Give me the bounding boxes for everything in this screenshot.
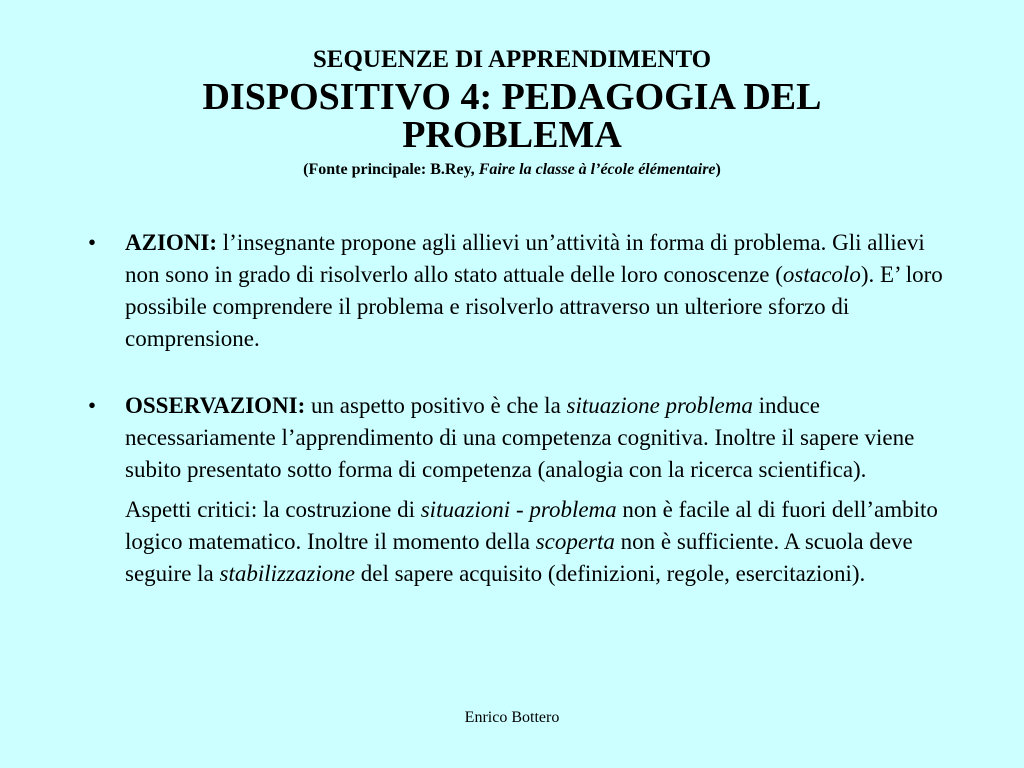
source-open: (: [303, 161, 309, 178]
bullet-label: AZIONI:: [125, 230, 218, 255]
bullet-text: [125, 390, 948, 486]
bullet-text-emphasis: situazione problema: [566, 393, 753, 418]
slide-title: [0, 44, 1024, 182]
title-line-2: [0, 78, 1024, 154]
slide-content: [88, 227, 948, 590]
bullet-text-part: un aspetto positivo è che la: [305, 393, 567, 418]
bullet-item-azioni: [88, 227, 948, 355]
bullet-dot: •: [88, 393, 97, 418]
bullet-text-emphasis: ostacolo: [782, 262, 861, 287]
sub-text-part: Aspetti critici: la costruzione di: [125, 497, 421, 522]
sub-text-emphasis: stabilizzazione: [219, 561, 355, 586]
footer-author: Enrico Bottero: [464, 709, 560, 726]
bullet-text-part: l’insegnante propone agli allievi un’attività in forma di problema. Gli allievi non sono in grado di risolverlo allo stato attuale delle loro conoscenze (: [125, 230, 925, 287]
sub-text-part: non è sufficiente. A scuola deve seguire la: [125, 529, 913, 586]
bullet-text: [125, 227, 948, 355]
sub-text-emphasis: situazioni - problema: [420, 497, 617, 522]
bullet-text-part: induce necessariamente l’apprendimento di una competenza cognitiva. Inoltre il sapere viene subito presentato sotto forma di competenza (analogia con la ricerca scientifica).: [125, 393, 915, 482]
sub-text-part: non è facile al di fuori dell’ambito logico matematico. Inoltre il momento della: [125, 497, 938, 554]
bullet-subparagraph: [125, 494, 948, 590]
title-line-2a: DISPOSITIVO 4: PEDAGOGIA DEL: [202, 76, 822, 118]
sub-text-part: del sapere acquisito (definizioni, regole, esercitazioni).: [354, 561, 866, 586]
bullet-text-part: ). E’ loro possibile comprendere il problema e risolverlo attraverso un ulteriore sforzo di comprensione.: [125, 262, 943, 351]
source-label: Fonte principale: B.Rey,: [308, 161, 479, 178]
source-book: Faire la classe à l’école élémentaire: [478, 161, 716, 178]
bullet-dot: •: [88, 230, 97, 255]
sub-text-emphasis: scoperta: [535, 529, 615, 554]
bullet-item-osservazioni: [88, 390, 948, 590]
title-source: [0, 158, 1024, 182]
source-close: ): [715, 161, 721, 178]
bullet-label: OSSERVAZIONI:: [125, 393, 306, 418]
title-line-1: SEQUENZE DI APPRENDIMENTO: [312, 46, 712, 73]
title-line-2b: PROBLEMA: [402, 114, 622, 156]
